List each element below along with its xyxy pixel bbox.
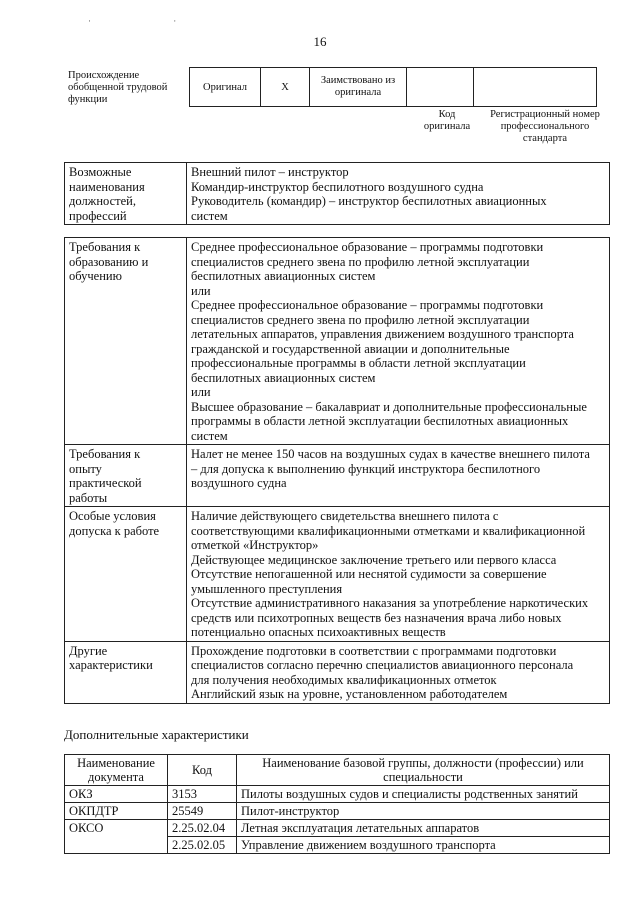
row-doc: ОКЗ [65, 786, 168, 803]
origin-mark-cell: X [261, 68, 310, 107]
row-code: 25549 [168, 803, 237, 820]
row-doc: ОКСО [65, 820, 168, 854]
table-row [65, 238, 610, 445]
table-row [65, 445, 610, 507]
additional-title: Дополнительные характеристики [64, 727, 249, 742]
table-row [65, 820, 610, 837]
row-code: 2.25.02.05 [168, 837, 237, 854]
header-doc: Наименование документа [65, 755, 168, 786]
row-name: Управление движением воздушного транспорта [237, 837, 610, 854]
table-row [65, 641, 610, 703]
caption-code-original: Код оригинала [423, 109, 471, 132]
positions-table [64, 162, 610, 225]
positions-label: Возможные наименования должностей, профессий [65, 163, 187, 225]
admission-value: Наличие действующего свидетельства внешнего пилота с соответствующими квалификационными отметками и квалификационной отметкой «Инструктор» Действующее медицинское заключение третьего или первого класса Отсутствие непогашенной или неснятой судимости за совершение умышленного преступления Отсутствие административного наказания за употребление наркотических средств или психотропных веществ без назначения врача либо новых потенциально опасных психоактивных веществ [187, 507, 610, 642]
requirements-table [64, 237, 610, 704]
table-row [65, 803, 610, 820]
page-number: 16 [313, 34, 327, 49]
row-name: Пилот-инструктор [237, 803, 610, 820]
origin-code-cell [407, 68, 474, 107]
table-header-row [65, 755, 610, 786]
header-name: Наименование базовой группы, должности (профессии) или специальности [237, 755, 610, 786]
table-row [65, 786, 610, 803]
origin-original-cell: Оригинал [190, 68, 261, 107]
education-value: Среднее профессиональное образование – программы подготовки специалистов среднего звена по профилю летной эксплуатации беспилотных авиационных систем или Среднее профессиональное образование – программы подготовки специалистов среднего звена по профилю летной эксплуатации летательных аппаратов, управления движением воздушного транспорта гражданской и государственной авиации и дополнительные профессиональные программы в области летной эксплуатации беспилотных авиационных систем или Высшее образование – бакалавриат и дополнительные профессиональные программы в области летной эксплуатации беспилотных авиационных систем [187, 238, 610, 445]
other-label: Другие характеристики [65, 641, 187, 703]
other-value: Прохождение подготовки в соответствии с программами подготовки специалистов согласно перечню специалистов авиационного персонала для получения необходимых квалификационных отметок Английский язык на уровне, установленном работодателем [187, 641, 610, 703]
row-doc: ОКПДТР [65, 803, 168, 820]
origin-reg-number-cell [474, 68, 597, 107]
origin-borrowed-cell: Заимствовано из оригинала [310, 68, 407, 107]
table-row [65, 163, 610, 225]
row-code: 3153 [168, 786, 237, 803]
education-label: Требования к образованию и обучению [65, 238, 187, 445]
positions-value: Внешний пилот – инструктор Командир-инструктор беспилотного воздушного судна Руководитель (командир) – инструктор беспилотных авиационных систем [187, 163, 610, 225]
experience-value: Налет не менее 150 часов на воздушных судах в качестве внешнего пилота – для допуска к выполнению функций инструктора беспилотного воздушного судна [187, 445, 610, 507]
header-code: Код [168, 755, 237, 786]
row-name: Летная эксплуатация летательных аппаратов [237, 820, 610, 837]
caption-reg-number: Регистрационный номер профессионального стандарта [490, 109, 600, 144]
experience-label: Требования к опыту практической работы [65, 445, 187, 507]
admission-label: Особые условия допуска к работе [65, 507, 187, 642]
additional-table [64, 754, 610, 854]
scan-specks: · · [88, 16, 217, 26]
table-row [65, 507, 610, 642]
origin-label: Происхождение обобщенной трудовой функции [68, 70, 168, 105]
row-code: 2.25.02.04 [168, 820, 237, 837]
origin-table [189, 67, 597, 107]
row-name: Пилоты воздушных судов и специалисты родственных занятий [237, 786, 610, 803]
